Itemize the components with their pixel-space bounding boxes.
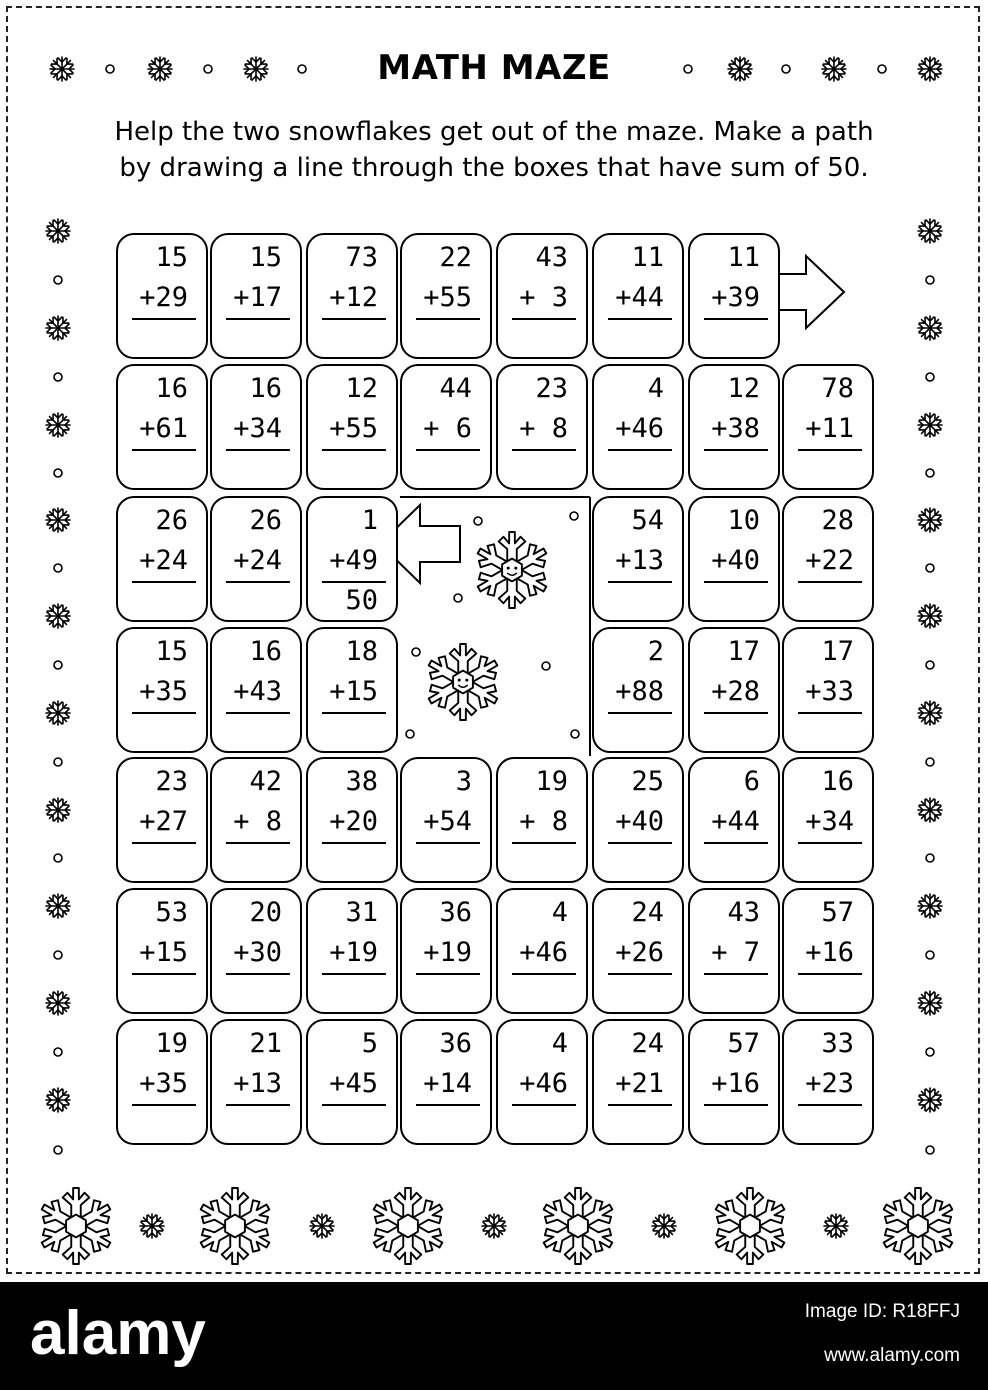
image-id: Image ID: R18FFJ [804, 1301, 960, 1322]
addend-bottom: +20 [329, 806, 378, 837]
addend-top: 21 [249, 1028, 282, 1059]
addend-top: 43 [727, 897, 760, 928]
maze-box[interactable] [116, 888, 208, 1014]
addend-bottom: +49 [329, 545, 378, 576]
addend-top: 4 [551, 897, 568, 928]
sum-line [608, 842, 672, 844]
sum-line [226, 581, 290, 583]
maze-box[interactable] [210, 888, 302, 1014]
addend-top: 15 [155, 636, 188, 667]
maze-box[interactable] [116, 627, 208, 753]
maze-box[interactable] [592, 364, 684, 490]
addend-bottom: +44 [711, 806, 760, 837]
maze-box[interactable] [592, 888, 684, 1014]
addend-bottom: + 6 [423, 413, 472, 444]
maze-box[interactable] [592, 233, 684, 359]
addend-top: 36 [439, 897, 472, 928]
maze-box[interactable] [400, 1019, 492, 1145]
addend-bottom: +34 [233, 413, 282, 444]
sum-line [704, 581, 768, 583]
addend-top: 33 [821, 1028, 854, 1059]
addend-bottom: + 8 [233, 806, 282, 837]
addend-bottom: +61 [139, 413, 188, 444]
snowflake-icon [50, 57, 74, 81]
addend-bottom: +13 [615, 545, 664, 576]
maze-box[interactable] [210, 364, 302, 490]
addend-top: 54 [631, 505, 664, 536]
addend-top: 15 [155, 242, 188, 273]
alamy-logo [30, 1294, 290, 1374]
maze-box[interactable] [782, 888, 874, 1014]
sum-line [798, 449, 862, 451]
addend-top: 24 [631, 897, 664, 928]
addend-top: 19 [535, 766, 568, 797]
maze-box[interactable] [306, 364, 398, 490]
maze-box[interactable] [306, 888, 398, 1014]
maze-box[interactable] [688, 627, 780, 753]
addend-top: 16 [249, 636, 282, 667]
addend-top: 19 [155, 1028, 188, 1059]
maze-box[interactable] [116, 1019, 208, 1145]
addend-bottom: +24 [139, 545, 188, 576]
maze-box[interactable] [210, 1019, 302, 1145]
addend-top: 78 [821, 373, 854, 404]
addend-bottom: +46 [615, 413, 664, 444]
maze-box[interactable] [496, 1019, 588, 1145]
maze-box[interactable] [688, 1019, 780, 1145]
addend-bottom: +16 [711, 1068, 760, 1099]
sum-line [322, 842, 386, 844]
addend-bottom: +19 [423, 937, 472, 968]
addend-bottom: +21 [615, 1068, 664, 1099]
addend-bottom: +46 [519, 1068, 568, 1099]
sum-line [704, 842, 768, 844]
snowflake-icon [244, 57, 268, 81]
addend-bottom: +13 [233, 1068, 282, 1099]
addend-bottom: +26 [615, 937, 664, 968]
addend-bottom: +27 [139, 806, 188, 837]
sum-line [798, 581, 862, 583]
addend-top: 38 [345, 766, 378, 797]
sum-line [416, 842, 480, 844]
addend-bottom: +44 [615, 282, 664, 313]
addend-top: 11 [631, 242, 664, 273]
sum-line [416, 318, 480, 320]
addend-top: 10 [727, 505, 760, 536]
sum-line [226, 973, 290, 975]
maze-box[interactable] [210, 627, 302, 753]
sum-line [226, 449, 290, 451]
addend-bottom: +19 [329, 937, 378, 968]
addend-top: 73 [345, 242, 378, 273]
sum-line [512, 973, 576, 975]
sum-line [416, 449, 480, 451]
maze-box[interactable] [688, 496, 780, 622]
sum-line [322, 973, 386, 975]
addend-top: 24 [631, 1028, 664, 1059]
sum-line [704, 318, 768, 320]
addend-top: 4 [647, 373, 664, 404]
sum-line [704, 449, 768, 451]
addend-top: 16 [249, 373, 282, 404]
maze-box[interactable] [306, 1019, 398, 1145]
sum-line [416, 973, 480, 975]
maze-box[interactable] [400, 233, 492, 359]
maze-box[interactable] [782, 364, 874, 490]
addend-bottom: + 7 [711, 937, 760, 968]
addend-top: 20 [249, 897, 282, 928]
addend-bottom: +88 [615, 676, 664, 707]
sum-line [512, 449, 576, 451]
addend-bottom: +17 [233, 282, 282, 313]
sum-line [608, 449, 672, 451]
sum-line [512, 1104, 576, 1106]
sum-line [132, 449, 196, 451]
bottom-decorations [36, 1188, 957, 1264]
addend-bottom: + 8 [519, 806, 568, 837]
addend-bottom: +15 [139, 937, 188, 968]
addend-top: 44 [439, 373, 472, 404]
addend-top: 28 [821, 505, 854, 536]
addend-top: 12 [345, 373, 378, 404]
maze-box[interactable] [688, 364, 780, 490]
addend-bottom: +28 [711, 676, 760, 707]
sum-line [322, 712, 386, 714]
maze-box[interactable] [306, 627, 398, 753]
footer-info [805, 1290, 960, 1378]
maze-box[interactable] [210, 233, 302, 359]
addend-top: 25 [631, 766, 664, 797]
instruction-line-1: Help the two snowflakes get out of the maze. Make a path [114, 117, 874, 147]
maze-box[interactable] [116, 233, 208, 359]
addend-bottom: +14 [423, 1068, 472, 1099]
maze-box[interactable] [210, 757, 302, 883]
addend-bottom: +23 [805, 1068, 854, 1099]
addend-bottom: +34 [805, 806, 854, 837]
addend-top: 1 [361, 505, 378, 536]
addend-top: 4 [551, 1028, 568, 1059]
addend-top: 17 [727, 636, 760, 667]
smiling-snowflake-icon [423, 644, 502, 720]
sum-line [226, 842, 290, 844]
maze-box[interactable] [688, 888, 780, 1014]
sum-line [132, 318, 196, 320]
instruction-line-2: by drawing a line through the boxes that have sum of 50. [119, 153, 869, 183]
addend-bottom: +29 [139, 282, 188, 313]
addend-bottom: +55 [423, 282, 472, 313]
sum-line [608, 712, 672, 714]
addend-bottom: +45 [329, 1068, 378, 1099]
addend-bottom: +40 [615, 806, 664, 837]
sum-line [132, 1104, 196, 1106]
page-title: MATH MAZE [377, 48, 611, 88]
sum-line [608, 973, 672, 975]
addend-bottom: +43 [233, 676, 282, 707]
sum-line [322, 449, 386, 451]
maze-box[interactable] [592, 627, 684, 753]
sum-line [608, 581, 672, 583]
addend-bottom: +12 [329, 282, 378, 313]
addend-top: 26 [249, 505, 282, 536]
sum-line [608, 318, 672, 320]
sum-line [798, 1104, 862, 1106]
addend-bottom: + 8 [519, 413, 568, 444]
maze-box[interactable] [782, 496, 874, 622]
maze-box[interactable] [688, 233, 780, 359]
addend-bottom: +40 [711, 545, 760, 576]
maze-box[interactable] [592, 1019, 684, 1145]
addend-top: 57 [727, 1028, 760, 1059]
addend-bottom: +24 [233, 545, 282, 576]
dot-decoration [106, 65, 886, 73]
svg-text:alamy: alamy [30, 1299, 206, 1368]
maze-box[interactable] [496, 757, 588, 883]
addend-bottom: +11 [805, 413, 854, 444]
maze-box[interactable] [116, 364, 208, 490]
sum-line [704, 1104, 768, 1106]
sum-line [512, 318, 576, 320]
sum-answer: 50 [345, 585, 378, 616]
addend-bottom: +35 [139, 1068, 188, 1099]
maze-box[interactable] [496, 888, 588, 1014]
sum-line [704, 712, 768, 714]
maze-box[interactable] [400, 888, 492, 1014]
addend-bottom: +30 [233, 937, 282, 968]
maze-box[interactable] [306, 233, 398, 359]
sum-line [322, 318, 386, 320]
maze-box[interactable] [496, 364, 588, 490]
sum-line [226, 712, 290, 714]
addend-top: 2 [647, 636, 664, 667]
addend-top: 23 [155, 766, 188, 797]
maze-box[interactable] [782, 627, 874, 753]
sum-line [798, 842, 862, 844]
sum-line [798, 973, 862, 975]
addend-top: 15 [249, 242, 282, 273]
addend-top: 26 [155, 505, 188, 536]
sum-line [226, 1104, 290, 1106]
sum-line [798, 712, 862, 714]
maze-box[interactable] [782, 1019, 874, 1145]
maze-box[interactable] [592, 496, 684, 622]
addend-bottom: +35 [139, 676, 188, 707]
sum-line [608, 1104, 672, 1106]
smiling-snowflake-icon [472, 532, 551, 608]
maze-box[interactable] [496, 233, 588, 359]
maze-box[interactable] [782, 757, 874, 883]
addend-top: 16 [155, 373, 188, 404]
addend-top: 12 [727, 373, 760, 404]
addend-top: 23 [535, 373, 568, 404]
addend-bottom: +33 [805, 676, 854, 707]
addend-top: 31 [345, 897, 378, 928]
maze-box[interactable] [210, 496, 302, 622]
addend-top: 11 [727, 242, 760, 273]
addend-bottom: +22 [805, 545, 854, 576]
sum-line [416, 1104, 480, 1106]
addend-bottom: +16 [805, 937, 854, 968]
addend-top: 18 [345, 636, 378, 667]
addend-bottom: + 3 [519, 282, 568, 313]
snowflake-icon [918, 57, 942, 81]
addend-top: 36 [439, 1028, 472, 1059]
sum-line [132, 581, 196, 583]
maze-box[interactable] [688, 757, 780, 883]
addend-top: 57 [821, 897, 854, 928]
maze-box[interactable] [400, 364, 492, 490]
sum-line [132, 973, 196, 975]
addend-bottom: +38 [711, 413, 760, 444]
addend-top: 43 [535, 242, 568, 273]
addend-top: 42 [249, 766, 282, 797]
maze-box[interactable] [306, 496, 398, 622]
maze-box[interactable] [116, 757, 208, 883]
addend-bottom: +39 [711, 282, 760, 313]
addend-bottom: +54 [423, 806, 472, 837]
site-url: www.alamy.com [824, 1345, 960, 1366]
sum-line [704, 973, 768, 975]
addend-top: 5 [361, 1028, 378, 1059]
addend-top: 16 [821, 766, 854, 797]
snowflake-icon [822, 57, 846, 81]
addend-top: 3 [455, 766, 472, 797]
sum-line [322, 1104, 386, 1106]
maze-box[interactable] [116, 496, 208, 622]
addend-top: 22 [439, 242, 472, 273]
addend-top: 6 [743, 766, 760, 797]
snowflake-icon [728, 57, 752, 81]
arrow-right-icon [772, 256, 844, 328]
sum-line [226, 318, 290, 320]
maze-box[interactable] [306, 757, 398, 883]
maze-box[interactable] [400, 757, 492, 883]
addend-bottom: +55 [329, 413, 378, 444]
addend-top: 53 [155, 897, 188, 928]
addend-bottom: +46 [519, 937, 568, 968]
addend-top: 17 [821, 636, 854, 667]
sum-line [512, 842, 576, 844]
maze-box[interactable] [592, 757, 684, 883]
sum-line [322, 581, 386, 583]
snowflake-icon [148, 57, 172, 81]
addend-bottom: +15 [329, 676, 378, 707]
sum-line [132, 842, 196, 844]
sum-line [132, 712, 196, 714]
